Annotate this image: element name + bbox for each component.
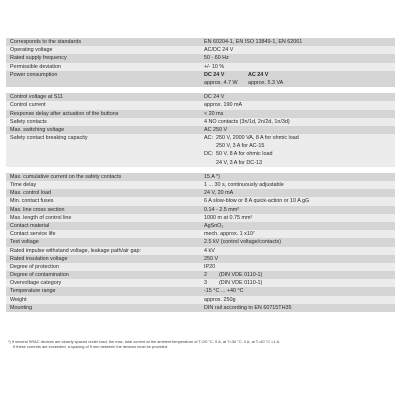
spec-label: Operating voltage <box>10 47 53 54</box>
spec-row-standards <box>6 38 395 46</box>
power-dc-value: approx. 4.7 W <box>204 79 238 86</box>
spec-value: 2 (DIN VDE 0110-1) <box>204 272 263 279</box>
spec-row-safety-contacts <box>6 118 395 126</box>
spec-value: EN 60204-1, EN ISO 13849-1, EN 62061 <box>204 39 303 45</box>
spec-row-protection <box>6 263 395 271</box>
spec-row-response-delay <box>6 110 395 118</box>
spec-label: Control voltage at S11 <box>10 94 63 101</box>
spec-value: DC 24 V <box>204 94 225 101</box>
power-ac-value: approx. 5.3 VA <box>248 79 284 86</box>
spec-label: Safety contacts <box>10 118 47 125</box>
spec-value: 250 V <box>204 255 219 262</box>
spec-label: Contact service life <box>10 231 56 238</box>
spec-row-insulation-voltage <box>6 255 395 263</box>
spec-row-breaking-capacity <box>6 134 395 167</box>
spec-label: Degree of protection <box>10 263 59 270</box>
spec-value: AC 250 V <box>204 126 228 133</box>
power-dc-header: DC 24 V <box>204 71 225 78</box>
spec-label: Max. length of control line <box>10 214 72 221</box>
breaking-dc-line1: 50 V, 8 A for ohmic load <box>216 151 273 158</box>
spec-label: Weight <box>10 296 27 303</box>
spec-row-frequency <box>6 54 395 62</box>
breaking-ac-line1: 250 V, 2000 VA, 8 A for ohmic load <box>216 135 299 142</box>
spec-value: DIN rail according to EN 60715TH35 <box>204 304 292 311</box>
spec-label: Control current <box>10 102 46 109</box>
spec-label: Time delay <box>10 182 37 188</box>
spec-row-overvoltage <box>6 279 395 287</box>
breaking-dc-prefix: DC: <box>204 151 214 158</box>
spec-label: Safety contact breaking capacity <box>10 135 88 142</box>
spec-row-operating-voltage <box>6 46 395 54</box>
power-grid <box>200 71 395 87</box>
spec-label: Permissible deviation <box>10 63 61 70</box>
spec-table <box>6 38 395 312</box>
spec-label: Rated impulse withstand voltage, leakage path/air gap: <box>10 247 141 254</box>
spec-value: +/- 10 % <box>204 63 225 70</box>
spec-row-test-voltage <box>6 238 395 246</box>
spec-label: Temperature range <box>10 288 56 295</box>
footnote-line-1: *) If several SRAC devices are closely spaced under load, the max. total current at the ambient temperature of T=20 °C: 9 A, at T=30 °C: 3 A, at T=40 °C =1 A. <box>8 339 281 344</box>
spec-value: 24 V, 20 mA <box>204 190 234 197</box>
spec-row-deviation <box>6 63 395 71</box>
spec-label: Min. contact fuses <box>10 198 54 205</box>
spec-row-mounting <box>6 304 395 312</box>
spec-row-control-current <box>6 101 395 109</box>
spec-label: Power consumption <box>10 71 58 78</box>
spec-label: Max. line cross section <box>10 206 65 213</box>
spec-row-contamination <box>6 271 395 279</box>
spec-row-contact-material <box>6 222 395 230</box>
spec-value: 1 ... 30 s, continuously adjustable <box>204 182 284 188</box>
spec-value: approx. 190 mA <box>204 102 243 109</box>
spec-value: 15 A *) <box>204 173 220 180</box>
power-ac-header: AC 24 V <box>248 71 269 78</box>
spec-label: Test voltage <box>10 239 39 246</box>
spec-row-cumulative-current <box>6 173 395 181</box>
spec-label: Overvoltage category <box>10 280 62 287</box>
spec-label: Max. switching voltage <box>10 126 65 133</box>
spec-value: < 20 ms <box>204 110 224 117</box>
spec-value: 0.14 - 2.5 mm² <box>204 206 240 213</box>
spec-value: 1000 m at 0.75 mm² <box>204 214 253 221</box>
spec-row-line-length <box>6 214 395 222</box>
spec-value: approx. 250g <box>204 296 236 303</box>
spec-label: Corresponds to the standards <box>10 39 82 45</box>
spec-label: Response delay after actuation of the buttons <box>10 110 119 117</box>
footnote <box>8 339 393 349</box>
spec-row-switching-voltage <box>6 126 395 134</box>
spec-row-contact-fuses <box>6 197 395 205</box>
spec-label: Contact material <box>10 222 50 229</box>
spec-value: 4 NO contacts (3n/1d, 2n/2d, 1n/3d) <box>204 118 290 125</box>
spec-value: IP20 <box>204 263 216 270</box>
spec-row-weight <box>6 296 395 304</box>
spec-value: 6 A slow-blow or 8 A quick-action or 10 A gG <box>204 198 310 205</box>
breaking-dc-line2: 24 V, 3 A for DC-13 <box>216 159 262 166</box>
spec-value: 3 (DIN VDE 0110-1) <box>204 280 263 287</box>
spec-row-power-consumption <box>6 71 395 87</box>
spec-row-temperature <box>6 287 395 295</box>
breaking-ac-line2: 250 V, 3 A for AC-15 <box>216 143 265 150</box>
spec-row-control-load <box>6 189 395 197</box>
spec-value: 4 kV <box>204 247 215 254</box>
breaking-ac-prefix: AC: <box>204 135 213 142</box>
spec-label: Max. cumulative current on the safety contacts <box>10 173 122 180</box>
spec-row-impulse-voltage <box>6 247 395 255</box>
footnote-line-2: If these currents are exceeded, a spacing of 5 mm between the devices must be provided. <box>13 344 169 350</box>
breaking-grid <box>200 134 395 167</box>
spec-value: AC/DC 24 V <box>204 47 234 54</box>
spec-value: 50 - 60 Hz <box>204 55 229 62</box>
spec-label: Rated supply frequency <box>10 55 67 62</box>
spec-value: AgSnO₂ <box>204 222 224 229</box>
spec-row-cross-section <box>6 206 395 214</box>
spec-value: 2.5 kV (control voltage/contacts) <box>204 239 282 246</box>
spec-label: Mounting <box>10 304 33 311</box>
spec-label: Max. control load <box>10 190 52 197</box>
spec-label: Rated insulation voltage <box>10 255 68 262</box>
spec-row-service-life <box>6 230 395 238</box>
spec-value: -15 °C ... +40 °C <box>204 288 244 295</box>
spec-row-time-delay <box>6 181 395 189</box>
spec-value: mech. approx. 1 x10⁷ <box>204 231 255 238</box>
spec-row-control-voltage <box>6 93 395 101</box>
spec-label: Degree of contamination <box>10 272 69 279</box>
